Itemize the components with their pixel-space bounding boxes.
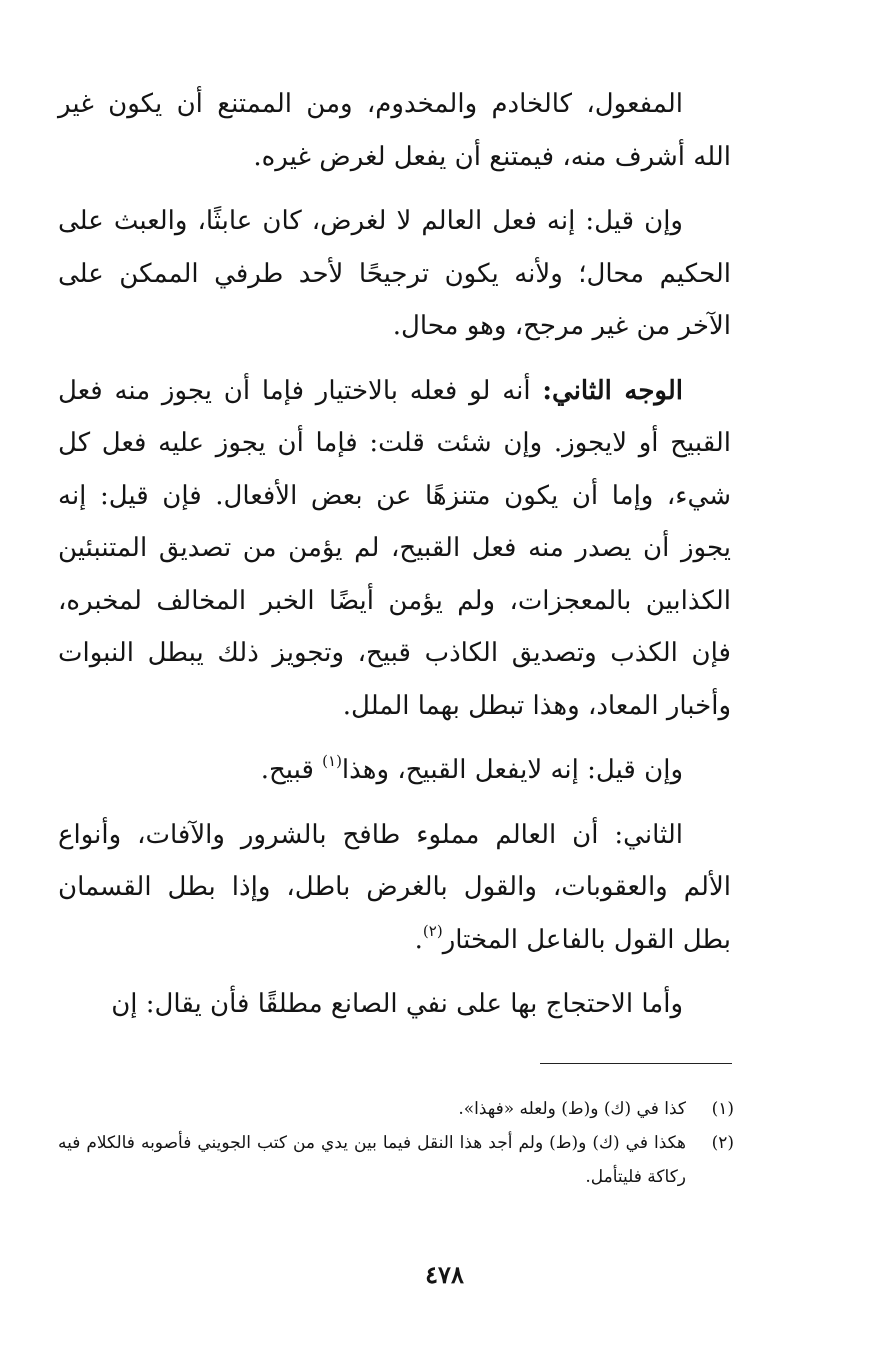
paragraph-4-text: وإن قيل: إنه لايفعل القبيح، وهذا	[341, 755, 683, 785]
paragraph-4-text-end: قبيح.	[260, 755, 323, 785]
paragraph-5	[58, 809, 731, 967]
page-number: ٤٧٨	[425, 1260, 464, 1289]
footnote-1	[58, 1092, 734, 1126]
paragraph-1	[58, 78, 731, 183]
footnotes	[58, 1092, 734, 1194]
paragraph-5-text: الثاني: أن العالم مملوء طافح بالشرور والآفات، وأنواع الألم والعقوبات، والقول بالغرض باطل، وإذا بطل القسمان بطل القول بالفاعل المختار	[58, 819, 731, 955]
footnote-1-text: كذا في (ك) و(ط) ولعله «فهذا».	[458, 1099, 686, 1119]
footnote-1-number: (١)	[711, 1099, 734, 1119]
footnote-ref-2: (٢)	[422, 921, 443, 940]
footnote-2	[58, 1126, 734, 1194]
paragraph-6-text: وأما الاحتجاج بها على نفي الصانع مطلقًا فأن يقال: إن	[111, 989, 683, 1019]
paragraph-5-text-end: .	[414, 924, 423, 955]
footnote-2-number: (٢)	[711, 1133, 734, 1153]
footnote-separator	[540, 1063, 732, 1064]
paragraph-1-text: المفعول، كالخادم والمخدوم، ومن الممتنع أن يكون غير الله أشرف منه، فيمتنع أن يفعل لغرض غيره.	[58, 89, 731, 172]
paragraph-4	[58, 744, 731, 797]
section-heading-inline: الوجه الثاني:	[542, 375, 683, 406]
paragraph-2-text: وإن قيل: إنه فعل العالم لا لغرض، كان عابثًا، والعبث على الحكيم محال؛ ولأنه يكون ترجيحًا لأحد طرفي الممكن على الآخر من غير مرجح، وهو محال.	[58, 206, 731, 341]
paragraph-3	[58, 365, 731, 733]
footnote-2-text: هكذا في (ك) و(ط) ولم أجد هذا النقل فيما بين يدي من كتب الجويني فأصوبه فالكلام فيه ركاكة فليتأمل.	[58, 1133, 686, 1187]
main-text	[58, 78, 731, 1043]
paragraph-2	[58, 195, 731, 353]
paragraph-3-text: أنه لو فعله بالاختيار فإما أن يجوز منه فعل القبيح أو لايجوز. وإن شئت قلت: فإما أن يجوز عليه فعل كل شيء، وإما أن يكون متنزهًا عن بعض الأفعال. فإن قيل: إنه يجوز أن يصدر منه فعل القبيح، لم يؤمن من تصديق المتنبئين الكذابين بالمعجزات، ولم يؤمن أيضًا الخبر المخالف لمخبره، فإن الكذب وتصديق الكاذب قبيح، وتجويز ذلك يبطل النبوات وأخبار المعاد، وهذا تبطل بهما الملل.	[58, 375, 731, 721]
footnote-ref-1: (١)	[322, 752, 342, 770]
paragraph-6	[58, 978, 731, 1031]
